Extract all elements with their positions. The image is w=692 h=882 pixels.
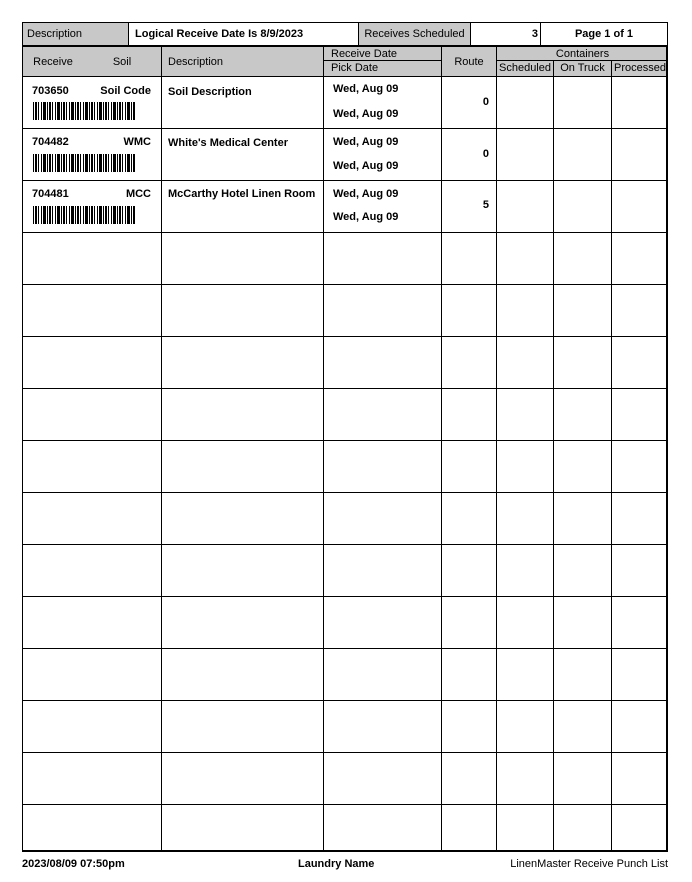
col-receive-date: Receive Date (323, 47, 441, 61)
barcode-icon (33, 154, 135, 172)
column-divider (323, 76, 324, 850)
col-on-truck: On Truck (553, 61, 611, 76)
row-description: Soil Description (168, 86, 252, 98)
row-divider (23, 440, 666, 441)
pick-date: Wed, Aug 09 (333, 211, 399, 223)
receives-scheduled-count: 3 (471, 23, 541, 45)
column-header-row (23, 47, 666, 76)
row-divider (23, 180, 666, 181)
page-indicator: Page 1 of 1 (574, 28, 634, 40)
row-divider (23, 648, 666, 649)
column-divider (161, 76, 162, 850)
logical-receive-date: Logical Receive Date Is 8/9/2023 (129, 23, 359, 45)
row-divider (23, 752, 666, 753)
footer-report-name: LinenMaster Receive Punch List (510, 858, 668, 870)
barcode-icon (33, 206, 135, 224)
row-divider (23, 232, 666, 233)
receive-number: 704482 (32, 136, 69, 148)
receive-date: Wed, Aug 09 (333, 136, 399, 148)
receive-number: 703650 (32, 85, 69, 97)
receive-date: Wed, Aug 09 (333, 188, 399, 200)
route-number: 5 (482, 199, 489, 211)
soil-code: Soil Code (100, 85, 151, 97)
row-divider (23, 388, 666, 389)
route-number: 0 (482, 96, 489, 108)
soil-code: WMC (123, 136, 151, 148)
soil-code: MCC (125, 188, 151, 200)
col-route: Route (441, 47, 496, 76)
row-description: McCarthy Hotel Linen Room (168, 188, 316, 200)
col-soil: Soil (112, 55, 132, 68)
row-divider (23, 76, 666, 77)
col-receive: Receive (33, 55, 73, 68)
punch-list-table (22, 46, 668, 852)
col-containers: Containers (496, 47, 668, 61)
col-pick-date: Pick Date (323, 61, 441, 76)
row-divider (23, 544, 666, 545)
receive-number: 704481 (32, 188, 69, 200)
description-label: Description (23, 23, 129, 45)
column-divider (441, 76, 442, 850)
receives-scheduled-label: Receives Scheduled (359, 23, 471, 45)
report-header (22, 22, 668, 46)
column-divider (496, 76, 497, 850)
footer-timestamp: 2023/08/09 07:50pm (22, 858, 125, 870)
row-divider (23, 128, 666, 129)
row-divider (23, 804, 666, 805)
footer-laundry-name: Laundry Name (298, 858, 375, 870)
row-divider (23, 336, 666, 337)
barcode-icon (33, 102, 135, 120)
row-divider (23, 596, 666, 597)
pick-date: Wed, Aug 09 (333, 108, 399, 120)
row-divider (23, 284, 666, 285)
row-description: White's Medical Center (168, 137, 288, 149)
route-number: 0 (482, 148, 489, 160)
row-divider (23, 700, 666, 701)
column-divider (611, 76, 612, 850)
pick-date: Wed, Aug 09 (333, 160, 399, 172)
col-description: Description (161, 47, 323, 76)
receive-date: Wed, Aug 09 (333, 83, 399, 95)
column-divider (553, 76, 554, 850)
row-divider (23, 492, 666, 493)
col-processed: Processed (611, 61, 668, 76)
col-scheduled: Scheduled (496, 61, 553, 76)
